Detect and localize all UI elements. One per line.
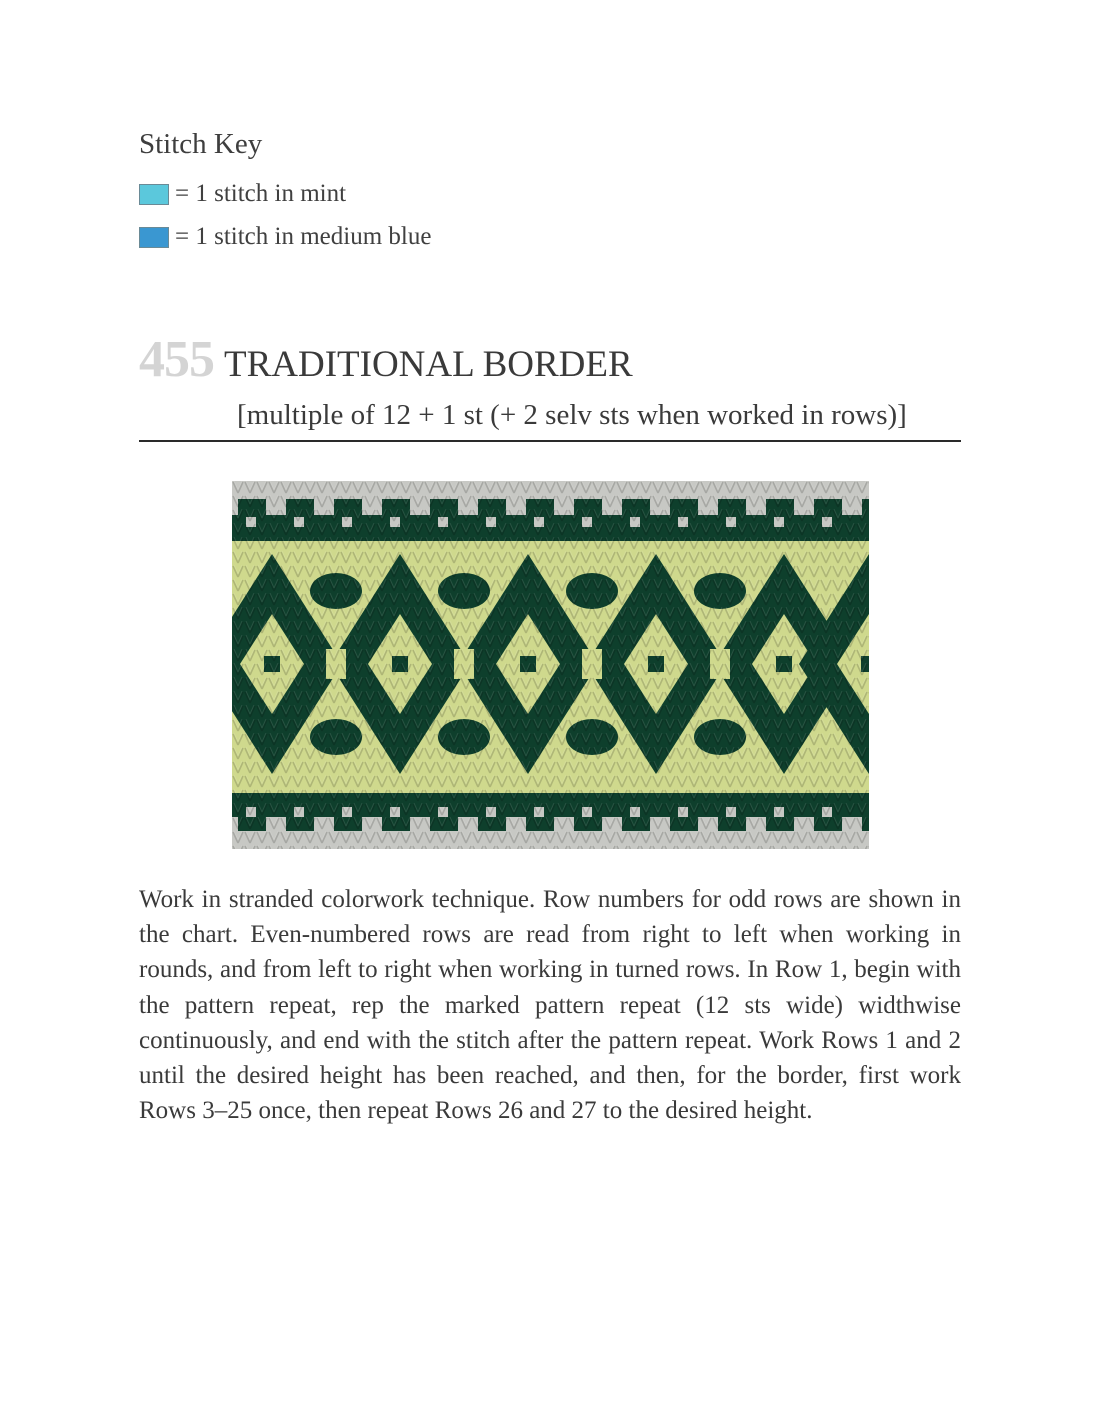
knitted-swatch-photo: [232, 481, 869, 849]
stitch-key-label: = 1 stitch in medium blue: [175, 223, 432, 250]
stitch-key-label: = 1 stitch in mint: [175, 180, 347, 207]
pattern-number: 455: [139, 331, 214, 388]
pattern-heading: [139, 330, 633, 389]
instructions-paragraph: Work in stranded colorwork technique. Row numbers for odd rows are shown in the chart. Even-numbered rows are read from right to left when working in rounds, and from left to right when working in turned rows. In Row 1, begin with the pattern repeat, rep the marked pattern repeat (12 sts wide) widthwise continuously, and end with the stitch after the pattern repeat. Work Rows 1 and 2 until the desired height has been reached, and then, for the border, first work Rows 3–25 once, then repeat Rows 26 and 27 to the desired height.: [139, 886, 961, 1125]
stitch-key-item-mint: [139, 180, 346, 208]
medium-blue-swatch: [139, 227, 169, 248]
pattern-subtitle: [multiple of 12 + 1 st (+ 2 selv sts when worked in rows)]: [237, 399, 907, 431]
knit-texture: [232, 481, 869, 849]
pattern-title: TRADITIONAL BORDER: [224, 344, 633, 385]
mint-swatch: [139, 184, 169, 205]
stitch-key-title: Stitch Key: [139, 128, 263, 160]
stitch-key-item-medium-blue: [139, 223, 431, 251]
heading-divider: [139, 440, 961, 442]
